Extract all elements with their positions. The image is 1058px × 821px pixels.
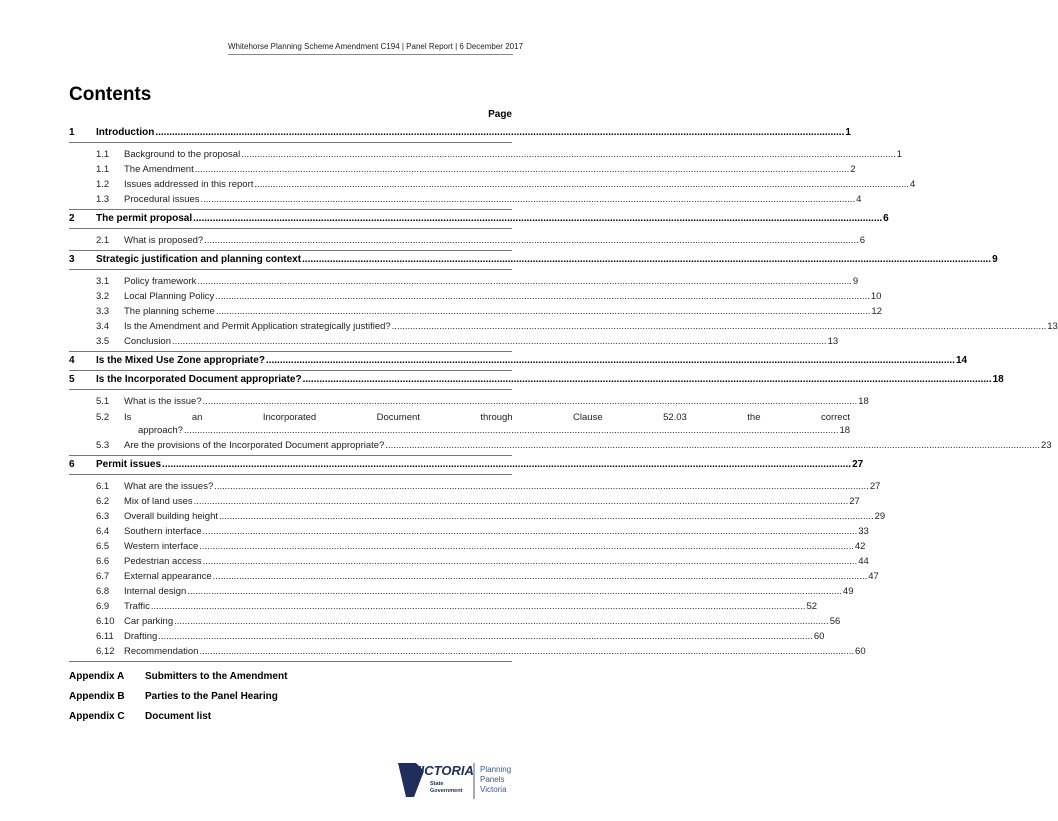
logo-sub-2: Government [430, 788, 463, 794]
toc-leader [203, 526, 858, 538]
toc-leader [172, 336, 827, 348]
page-title: Contents [69, 84, 152, 105]
toc-entry-page: 18 [992, 374, 1004, 385]
toc-entry[interactable] [69, 456, 864, 474]
toc-leader [194, 496, 849, 508]
toc-entry-label: Strategic justification and planning context [96, 254, 302, 265]
toc-subentry-number: 6.8 [96, 586, 110, 597]
toc-subentry-number: 6.6 [96, 556, 110, 567]
toc-subentry-number: 6.7 [96, 571, 110, 582]
toc-subentry-page: 44 [858, 556, 869, 567]
appendix-label: Document list [145, 711, 212, 722]
toc-subentry-page: 23 [1040, 440, 1052, 451]
toc-subentry-page: 10 [870, 291, 882, 302]
toc-subentry-label: Southern interface [124, 526, 202, 537]
toc-subentry[interactable] [69, 164, 856, 176]
toc-subentry-page: 12 [871, 306, 882, 317]
toc-subentry[interactable] [69, 631, 825, 643]
toc-leader [193, 210, 882, 228]
toc-divider [69, 389, 512, 390]
toc-entry-number: 5 [69, 374, 75, 385]
table-of-contents [69, 124, 1058, 662]
toc-subentry[interactable] [69, 194, 862, 206]
logo-right-3: Victoria [480, 785, 507, 794]
toc-subentry-label: Procedural issues [124, 194, 200, 205]
toc-subentry-label: Issues addressed in this report [124, 179, 254, 190]
toc-subentry[interactable] [69, 235, 866, 247]
toc-entry-number: 4 [69, 355, 75, 366]
toc-leader [195, 164, 850, 176]
toc-divider [69, 661, 512, 662]
toc-leader [199, 646, 854, 658]
toc-entry[interactable] [69, 124, 851, 142]
toc-subentry[interactable] [69, 336, 839, 348]
toc-divider [69, 228, 512, 229]
toc-leader [151, 601, 806, 613]
toc-subentry[interactable] [69, 306, 882, 318]
toc-subentry-page: 6 [859, 235, 866, 246]
toc-subentry-number: 1.1 [96, 149, 110, 160]
toc-subentry-page: 47 [868, 571, 879, 582]
toc-subentry[interactable] [69, 321, 1058, 333]
toc-subentry-page: 9 [852, 276, 859, 287]
toc-subentry-number: 6.9 [96, 601, 110, 612]
toc-subentry-number: 6.12 [96, 646, 115, 657]
toc-entry-label: Introduction [96, 127, 155, 138]
toc-entry-page: 14 [955, 355, 968, 366]
toc-subentry-word: correct [820, 412, 850, 423]
header-rule [228, 54, 513, 55]
toc-divider [69, 269, 512, 270]
toc-subentry-page: 27 [869, 481, 881, 492]
toc-subentry-label: The Amendment [124, 164, 194, 175]
toc-subentry[interactable] [69, 396, 869, 408]
toc-entry[interactable] [69, 210, 889, 228]
toc-subentry-page: 27 [849, 496, 860, 507]
toc-subentry-number: 1.3 [96, 194, 110, 205]
logo-word: VICTORIA [412, 763, 474, 778]
toc-subentry-number: 5.1 [96, 396, 110, 407]
toc-subentry-label: What are the issues? [124, 481, 214, 492]
appendix-key: Appendix A [69, 671, 125, 682]
toc-leader [254, 179, 909, 191]
toc-leader [187, 586, 842, 598]
toc-subentry-page: 4 [856, 194, 862, 205]
toc-subentry-label: Conclusion [124, 336, 171, 347]
toc-subentry-word: Incorporated [262, 412, 317, 423]
toc-entry[interactable] [69, 371, 1004, 389]
toc-leader [204, 235, 859, 247]
toc-subentry-number: 3.2 [96, 291, 110, 302]
logo-right-1: Planning [480, 765, 512, 774]
toc-entry[interactable] [69, 352, 968, 370]
toc-subentry-label: What is the issue? [124, 396, 202, 407]
toc-subentry-wrapped [124, 411, 850, 437]
toc-leader [203, 396, 858, 408]
toc-subentry-page: 56 [829, 616, 841, 627]
toc-leader [219, 511, 874, 523]
toc-subentry-number: 3.1 [96, 276, 110, 287]
toc-subentry-page: 42 [854, 541, 866, 552]
toc-subentry-label: Mix of land uses [124, 496, 193, 507]
toc-subentry[interactable] [69, 526, 869, 538]
toc-leader [266, 352, 955, 370]
toc-leader [214, 481, 869, 493]
toc-subentry-page: 1 [896, 149, 903, 160]
toc-leader [303, 371, 992, 389]
toc-subentry-label: Overall building height [124, 511, 219, 522]
toc-subentry[interactable] [69, 586, 854, 598]
running-header: Whitehorse Planning Scheme Amendment C194 | Panel Report | 6 December 2017 [228, 42, 523, 51]
toc-subentry[interactable] [69, 601, 818, 613]
toc-subentry-word: Is [124, 412, 132, 423]
toc-subentry[interactable] [69, 571, 879, 583]
toc-subentry-line-2 [124, 424, 850, 437]
toc-divider [69, 474, 512, 475]
toc-subentry-label: What is proposed? [124, 235, 204, 246]
toc-entry-label: Is the Incorporated Document appropriate? [96, 374, 302, 385]
toc-leader [162, 456, 851, 474]
toc-subentry[interactable] [69, 556, 869, 568]
toc-subentry-label: Pedestrian access [124, 556, 202, 567]
toc-subentry-page: 4 [909, 179, 916, 190]
appendix-item[interactable] [69, 690, 287, 710]
toc-subentry-label: Drafting [124, 631, 158, 642]
toc-subentry[interactable] [69, 291, 882, 303]
toc-leader [199, 541, 854, 553]
toc-leader [197, 276, 852, 288]
toc-entry-page: 1 [845, 127, 851, 138]
toc-subentry-word: approach? [138, 425, 183, 436]
toc-leader [216, 306, 871, 318]
toc-subentry-label: Policy framework [124, 276, 197, 287]
toc-subentry-page: 33 [858, 526, 869, 537]
toc-subentry-page: 60 [855, 646, 866, 657]
toc-entry-label: Is the Mixed Use Zone appropriate? [96, 355, 265, 366]
toc-leader [158, 631, 813, 643]
toc-subentry-label: Recommendation [124, 646, 199, 657]
toc-subentry-number: 6.4 [96, 526, 110, 537]
toc-entry-label: The permit proposal [96, 213, 193, 224]
toc-entry-label: Permit issues [96, 459, 162, 470]
toc-subentry-number: 6.11 [96, 631, 114, 642]
toc-leader [201, 194, 856, 206]
toc-leader [184, 424, 839, 437]
appendix-list [69, 670, 287, 730]
toc-subentry[interactable] [69, 541, 866, 553]
page-column-label: Page [488, 109, 512, 120]
toc-subentry-word: Document [376, 412, 420, 423]
toc-subentry-label: Are the provisions of the Incorporated Document appropriate? [124, 440, 385, 451]
toc-subentry-number: 3.5 [96, 336, 110, 347]
toc-subentry[interactable] [69, 616, 841, 628]
toc-subentry-number: 6.2 [96, 496, 110, 507]
toc-subentry-page: 60 [813, 631, 825, 642]
toc-leader [392, 321, 1047, 333]
toc-subentry-number: 1.1 [96, 164, 110, 175]
toc-subentry-page: 29 [874, 511, 886, 522]
toc-entry-number: 6 [69, 459, 75, 470]
toc-subentry-label: Background to the proposal [124, 149, 241, 160]
toc-subentry-word: an [191, 412, 203, 423]
toc-subentry-number: 6.10 [96, 616, 115, 627]
toc-subentry[interactable] [69, 481, 881, 493]
toc-subentry-word: 52.03 [663, 412, 687, 423]
toc-entry-number: 1 [69, 127, 75, 138]
toc-subentry-page: 18 [839, 425, 851, 436]
toc-subentry-number: 5.3 [96, 440, 110, 451]
toc-subentry-number: 6.3 [96, 511, 110, 522]
appendix-key: Appendix B [69, 691, 125, 702]
toc-subentry-number: 5.2 [96, 412, 110, 423]
toc-entry-number: 3 [69, 254, 75, 265]
toc-subentry[interactable] [69, 149, 903, 161]
toc-leader [203, 556, 858, 568]
toc-subentry-label: Car parking [124, 616, 174, 627]
toc-leader [302, 251, 991, 269]
toc-leader [215, 291, 870, 303]
toc-subentry-label: External appearance [124, 571, 212, 582]
toc-subentry-word: through [480, 412, 513, 423]
logo-right-2: Panels [480, 775, 505, 784]
toc-subentry-line-1 [124, 411, 850, 424]
toc-subentry[interactable] [69, 440, 1052, 452]
appendix-item[interactable] [69, 710, 287, 730]
toc-subentry-label: The planning scheme [124, 306, 215, 317]
toc-subentry-page: 49 [842, 586, 854, 597]
toc-subentry[interactable] [69, 646, 866, 658]
toc-subentry[interactable] [69, 179, 916, 191]
toc-entry-number: 2 [69, 213, 75, 224]
toc-subentry-page: 13 [1047, 321, 1058, 332]
toc-subentry[interactable] [69, 511, 886, 523]
toc-subentry-label: Local Planning Policy [124, 291, 215, 302]
toc-subentry-page: 13 [827, 336, 839, 347]
toc-subentry-number: 3.3 [96, 306, 110, 317]
victoria-planning-panels-logo [394, 757, 524, 807]
toc-subentry-page: 52 [806, 601, 818, 612]
toc-subentry-page: 2 [850, 164, 856, 175]
toc-subentry-number: 1.2 [96, 179, 110, 190]
toc-subentry[interactable] [69, 276, 859, 288]
logo-sub-1: State [430, 781, 444, 787]
toc-leader [213, 571, 868, 583]
toc-subentry-number: 6.5 [96, 541, 110, 552]
toc-subentry-page: 18 [858, 396, 869, 407]
toc-entry-page: 27 [852, 459, 864, 470]
toc-entry[interactable] [69, 251, 998, 269]
toc-subentry-word: the [747, 412, 761, 423]
toc-subentry-number: 3.4 [96, 321, 110, 332]
toc-subentry-label: Traffic [124, 601, 150, 612]
toc-subentry[interactable] [69, 496, 860, 508]
toc-entry-page: 6 [883, 213, 889, 224]
toc-subentry-label: Is the Amendment and Permit Application strategically justified? [124, 321, 391, 332]
toc-divider [69, 142, 512, 143]
toc-leader [385, 440, 1040, 452]
appendix-label: Parties to the Panel Hearing [145, 691, 278, 702]
toc-entry-page: 9 [992, 254, 998, 265]
toc-subentry-label: Internal design [124, 586, 187, 597]
toc-subentry-label: Western interface [124, 541, 199, 552]
toc-subentry-word: Clause [573, 412, 603, 423]
toc-leader [241, 149, 896, 161]
toc-subentry-number: 2.1 [96, 235, 110, 246]
toc-subentry[interactable] [69, 411, 851, 437]
appendix-key: Appendix C [69, 711, 125, 722]
appendix-label: Submitters to the Amendment [145, 671, 288, 682]
toc-subentry-number: 6.1 [96, 481, 110, 492]
toc-leader [174, 616, 829, 628]
appendix-item[interactable] [69, 670, 287, 690]
toc-leader [155, 124, 844, 142]
